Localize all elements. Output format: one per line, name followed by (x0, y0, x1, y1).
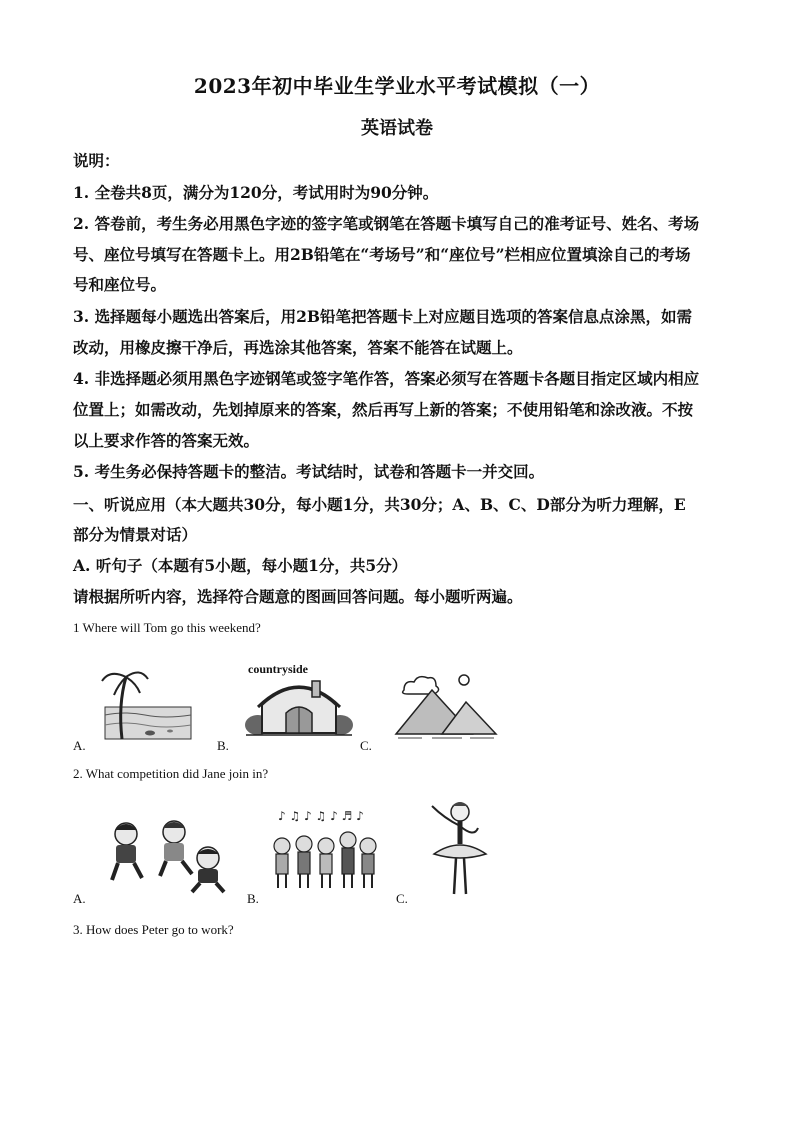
instruction-line: 位置上；如需改动，先划掉原来的答案，然后再写上新的答案；不使用铅笔和涂改液。不按 (73, 400, 694, 419)
q1-option-a: A. (73, 738, 86, 753)
svg-text:♪ ♫ ♪ ♫ ♪ ♬ ♪: ♪ ♫ ♪ ♫ ♪ ♬ ♪ (278, 809, 364, 823)
question-2: 2. What competition did Jane join in? (73, 766, 269, 781)
instruction-line: 以上要求作答的答案无效。 (73, 431, 260, 450)
question-1: 1 Where will Tom go this weekend? (73, 620, 261, 635)
q1-option-c: C. (360, 738, 372, 753)
instruction-line: 号和座位号。 (73, 275, 167, 294)
running-race-picture (104, 818, 228, 894)
singing-picture (268, 806, 380, 892)
section-heading-cont: 部分为情景对话） (73, 525, 198, 544)
instruction-line: 1. 全卷共8页，满分为120分，考试用时为90分钟。 (73, 183, 439, 202)
instruction-line: 3. 选择题每小题选出答案后，用2B铅笔把答题卡上对应题目选项的答案信息点涂黑，如需 (73, 307, 692, 326)
countryside-house-picture (244, 675, 354, 737)
q1-option-b: B. (217, 738, 229, 753)
instructions-heading: 说明： (73, 151, 120, 170)
instruction-line: 4. 非选择题必须用黑色字迹钢笔或签字笔作答，答案必须写在答题卡各题目指定区域内相应 (73, 369, 700, 388)
directions: 请根据所听内容，选择符合题意的图画回答问题。每小题听两遍。 (73, 587, 523, 606)
instruction-line: 号、座位号填写在答题卡上。用2B铅笔在“考场号”和“座位号”栏相应位置填涂自己的考场 (73, 245, 691, 264)
instruction-line: 改动，用橡皮擦干净后，再选涂其他答案，答案不能答在试题上。 (73, 338, 523, 357)
q2-option-c: C. (396, 891, 408, 906)
part-a-heading: A. 听句子（本题有5小题，每小题1分，共5分） (73, 556, 408, 575)
ballet-dancer-picture (420, 798, 492, 900)
page-subtitle: 英语试卷 (361, 118, 433, 139)
beach-picture (100, 665, 195, 743)
instruction-line: 5. 考生务必保持答题卡的整洁。考试结时，试卷和答题卡一并交回。 (73, 462, 545, 481)
instruction-line: 2. 答卷前，考生务必用黑色字迹的签字笔或钢笔在答题卡填写自己的准考证号、姓名、考场 (73, 214, 700, 233)
section-heading: 一、听说应用（本大题共30分，每小题1分，共30分；A、B、C、D部分为听力理解，E (73, 495, 686, 514)
countryside-label: countryside (248, 662, 308, 676)
q2-option-b: B. (247, 891, 259, 906)
mountain-picture (392, 670, 500, 742)
page-title: 2023年初中毕业生学业水平考试模拟（一） (193, 74, 601, 98)
q2-option-a: A. (73, 891, 86, 906)
question-3: 3. How does Peter go to work? (73, 922, 234, 937)
